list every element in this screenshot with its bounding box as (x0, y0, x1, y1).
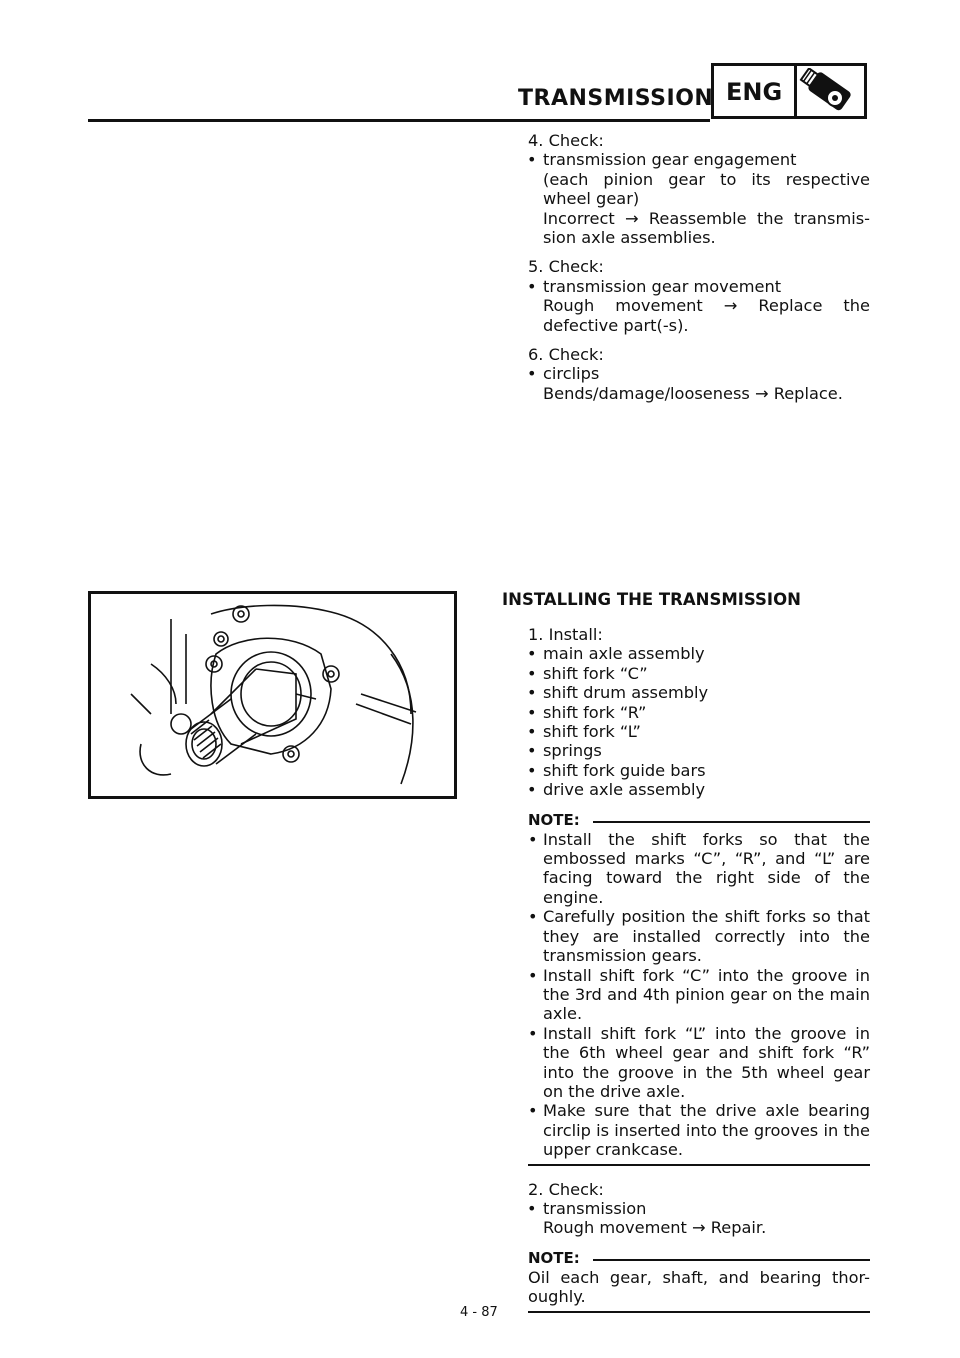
note-body (528, 830, 870, 1160)
section-badge-label: ENG (726, 78, 783, 106)
list-item: • transmission gear engagement (527, 150, 797, 170)
check-step-6 (510, 345, 870, 403)
note-rule (593, 1259, 870, 1261)
section-badge (711, 63, 867, 119)
check-steps (510, 131, 870, 413)
note-label: NOTE: (528, 1248, 580, 1267)
list-item: • transmission gear movement (527, 276, 782, 296)
page-number: 4 - 87 (460, 1305, 498, 1320)
list-item: • shift drum assembly (527, 683, 709, 703)
step-detail: Bends/damage/looseness → Replace. (543, 383, 843, 403)
list-item: • circlips (527, 364, 600, 384)
step-number: 4. Check: (528, 131, 604, 150)
check-step-4 (510, 131, 870, 247)
note-body: Oil each gear, shaft, and bearing thor-oughly. (528, 1267, 870, 1307)
note-item: • Install the shift forks so that the embossed marks “C”, “R”, and “L” are facing toward the right side of the engine. (528, 829, 870, 907)
step-number: 1. Install: (528, 625, 603, 644)
badge-divider (794, 66, 797, 116)
list-item: • shift fork “R” (527, 702, 647, 722)
header-rule (88, 119, 710, 122)
note-label: NOTE: (528, 810, 580, 829)
list-item: • shift fork “C” (527, 663, 648, 683)
list-item: • shift fork guide bars (527, 760, 706, 780)
list-item: • shift fork “L” (527, 722, 641, 742)
engine-wrench-icon (799, 68, 865, 118)
note-item: • Make sure that the drive axle bearing circlip is inserted into the grooves in the upper crankcase. (528, 1101, 870, 1160)
note-item: • Install shift fork “C” into the groove in the 3rd and 4th pinion gear on the main axle. (528, 965, 870, 1024)
list-item: • drive axle assembly (527, 780, 706, 800)
section-heading: INSTALLING THE TRANSMISSION (502, 590, 801, 609)
list-item: • transmission (527, 1198, 647, 1218)
step-number: 6. Check: (528, 345, 604, 365)
list-item: • springs (527, 741, 602, 761)
axle-bearing-drawing (91, 594, 454, 796)
step-number: 5. Check: (528, 257, 604, 277)
note-header (528, 1248, 870, 1268)
page-title: TRANSMISSION (518, 86, 714, 111)
step-detail: Rough movement → Repair. (543, 1218, 767, 1238)
list-item: • main axle assembly (527, 644, 705, 664)
note-item: • Install shift fork “L” into the groove in the 6th wheel gear and shift fork “R” into the groove in the 5th wheel gear on the drive axle. (528, 1023, 870, 1101)
step-number: 2. Check: (528, 1179, 604, 1199)
transmission-illustration (88, 591, 457, 799)
note-header (528, 810, 870, 830)
note-item: • Carefully position the shift forks so that they are installed correctly into the transmission gears. (528, 907, 870, 966)
step-detail: (each pinion gear to its respective wheel gear) Incorrect → Reassemble the transmis- sion axle assemblies. (543, 169, 870, 248)
note-end-rule (528, 1311, 870, 1313)
note-rule (593, 821, 870, 823)
step-detail: Rough movement → Replace the defective part(-s). (543, 296, 870, 335)
check-step-5 (510, 257, 870, 335)
install-steps (510, 625, 870, 1313)
